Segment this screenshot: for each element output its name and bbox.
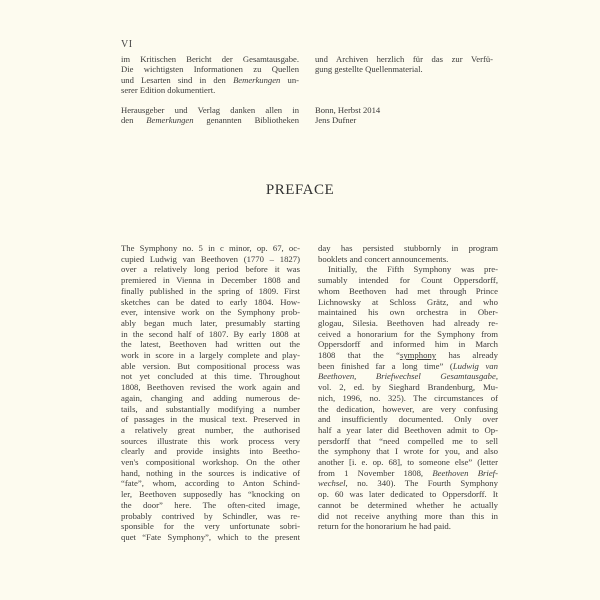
text-line: work in score in a largely complete and play- (121, 350, 300, 361)
text-line: cupied Ludwig van Beethoven (1770 – 1827) (121, 253, 300, 264)
page-number: VI (121, 39, 133, 50)
signature-block (315, 105, 493, 126)
text-line: Initially, the Fifth Symphony was pre- (328, 264, 498, 275)
text-line: another [i. e. op. 68], to someone else” (letter (318, 457, 498, 468)
text-line: tails, and substantially modifying a number (121, 403, 300, 414)
preface-right-column (318, 243, 498, 532)
text-line: und Archiven herzlich für das zur Verfü- (315, 54, 493, 64)
text-line: persdorff that “need compelled me to sell (318, 435, 498, 446)
text-line: 1808, Beethoven revised the work again and (121, 382, 300, 393)
text-line: half a year later did Beethoven admit to Op- (318, 424, 498, 435)
text-line: “fate”, whom, according to Anton Schind- (121, 478, 300, 489)
text-line: the symphony that I wrote for you, and also (318, 446, 498, 457)
german-paragraph-right (315, 54, 493, 75)
text-line: clearly and provide insights into Beetho- (121, 446, 300, 457)
text-line-with-italic: und Lesarten sind in den Bemerkungen un- (121, 74, 299, 85)
text-line: Die wichtigsten Informationen zu Quellen (121, 64, 299, 75)
text-line: sources illustrate this work process very (121, 435, 300, 446)
text-line: 1808 that the “symphony has already (318, 350, 498, 361)
text-line: not yet concluded at this time. Throughout (121, 371, 300, 382)
text-line: premiered in Vienna in December 1808 and (121, 275, 300, 286)
text-line: finally published in the spring of 1809. First (121, 285, 300, 296)
text-line: ever, intensive work on the Symphony prob- (121, 307, 300, 318)
text-line: op. 60 was later dedicated to Oppersdorff. It (318, 489, 498, 500)
text-line: in the second half of 1807. By early 1808 at (121, 328, 300, 339)
text-line: and insufficiently documented. Only over (318, 414, 498, 425)
text-line: serer Edition dokumentiert. (121, 85, 216, 96)
text-line: The Symphony no. 5 in c minor, op. 67, oc- (121, 243, 300, 253)
text-line: Herausgeber und Verlag danken allen in (121, 105, 299, 115)
text-line: hand, nothing in the sources is indicative of (121, 467, 300, 478)
signature-name: Jens Dufner (315, 115, 357, 126)
text-line: a relatively great number, the authorised (121, 424, 300, 435)
text-line: sponsible for the very unfortunate sobri- (121, 521, 300, 532)
text-line: sketches can be dated to early 1804. How- (121, 296, 300, 307)
text-line: ven's compositional workshop. On the other (121, 457, 300, 468)
text-line: Beethoven, Briefwechsel Gesamtausgabe, (318, 371, 498, 382)
text-line: the latest, Beethoven had written out the (121, 339, 300, 350)
text-line: Lichnowsky at Schloss Grätz, and who (318, 296, 498, 307)
text-line: glogau, Silesia. Beethoven had already re- (318, 317, 498, 328)
text-line: im Kritischen Bericht der Gesamtausgabe. (121, 54, 299, 64)
text-line: over a relatively long period before it was (121, 264, 300, 275)
text-line: vol. 2, ed. by Sieghard Brandenburg, Mu- (318, 382, 498, 393)
preface-title: PREFACE (265, 182, 335, 198)
text-line: ably began much later, presumably starting (121, 317, 300, 328)
text-line: probably contrived by Schindler, was re- (121, 510, 300, 521)
text-line: able version. But compositional process was (121, 360, 300, 371)
text-line: the dedication, however, are very confusing (318, 403, 498, 414)
text-line: maintained his own orchestra in Ober- (318, 307, 498, 318)
text-line: the door” here. The often-cited image, (121, 499, 300, 510)
german-acknowledgement (121, 105, 299, 126)
text-line: return for the honorarium he had paid. (318, 521, 451, 532)
text-line: cannot be determined whether he actually (318, 499, 498, 510)
text-line: quet “Fate Symphony”, which to the present (121, 531, 300, 542)
text-line: sumably intended for Count Oppersdorff, (318, 275, 498, 286)
text-line: day has persisted stubbornly in program (318, 243, 498, 253)
text-line: whom Beethoven had met through Prince (318, 285, 498, 296)
text-line: booklets and concert announcements. (318, 253, 449, 264)
preface-left-column (121, 243, 300, 543)
text-line: been finished far a long time” (Ludwig van (318, 360, 498, 371)
text-line: of passages in the musical text. Preserved in (121, 414, 300, 425)
text-line: did not receive anything more than this in (318, 510, 498, 521)
text-line: ler, Beethoven supposedly has “knocking on (121, 489, 300, 500)
signature-place-date: Bonn, Herbst 2014 (315, 105, 381, 115)
text-line: again, changing and adding numerous de- (121, 392, 300, 403)
text-line-with-italic: den Bemerkungen genannten Bibliotheken (121, 115, 299, 126)
text-line: Oppersdorff and informed him in March (318, 339, 498, 350)
text-line: nich, 1996, no. 325). The circumstances of (318, 392, 498, 403)
text-line: wechsel, no. 340). The Fourth Symphony (318, 478, 498, 489)
german-paragraph-left (121, 54, 299, 96)
text-line: ceived a honorarium for the Symphony from (318, 328, 498, 339)
text-line: from 1 November 1808, Beethoven Brief- (318, 467, 498, 478)
text-line: gung gestellte Quellenmaterial. (315, 64, 423, 75)
